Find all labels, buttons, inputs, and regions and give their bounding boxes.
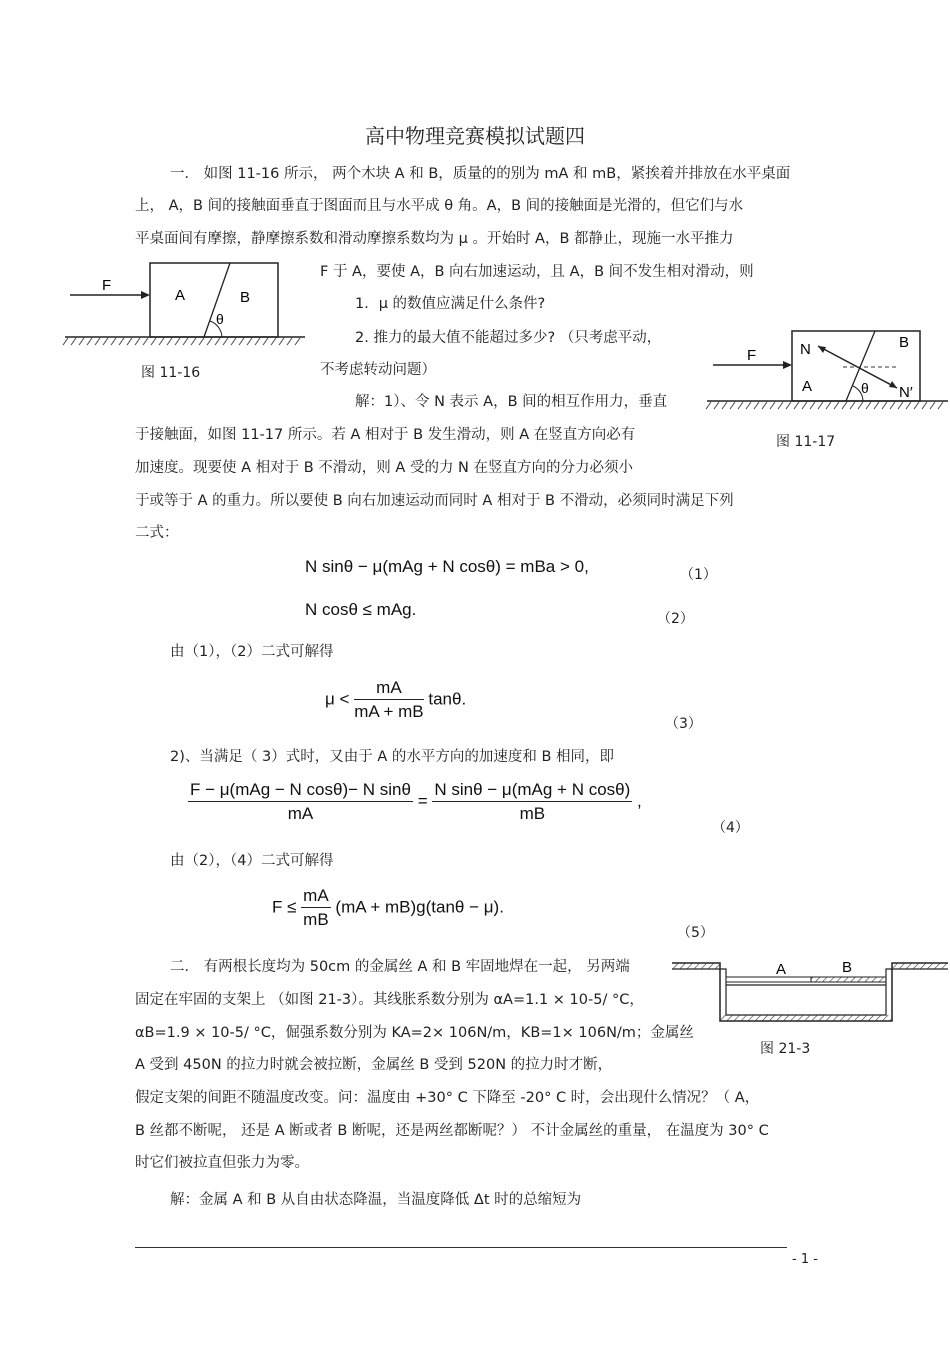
equation-4-tail: , [637, 791, 642, 811]
equation-5-denominator: mB [303, 910, 329, 929]
figure-11-17-caption: 图 11-17 [776, 434, 836, 450]
figure-11-16-caption: 图 11-16 [141, 365, 201, 381]
equation-4-right-fraction [432, 780, 632, 824]
equation-1: N sinθ − μ(mAg + N cosθ) = mBa > 0, [305, 557, 589, 576]
equation-3-denominator: mA + mB [354, 702, 424, 721]
figure-11-17 [705, 325, 950, 420]
block-b-label: B [240, 289, 251, 306]
equation-4-equals: = [417, 791, 428, 811]
question-2: 2. 推力的最大值不能超过多少? （只考虑平动， [355, 330, 662, 346]
problem2-line-6: B 丝都不断呢， 还是 A 断或者 B 断呢，还是两丝都断呢？） 不计金属丝的重量， 在温度为 30° C [135, 1123, 769, 1139]
equation-3-number: （3） [665, 716, 702, 732]
problem2-line-1: 二． 有两根长度均为 50cm 的金属丝 A 和 B 牢固地焊在一起， 另两端 [170, 959, 630, 975]
solution-1-line-5: 二式： [135, 525, 179, 541]
equation-5-numerator: mA [301, 886, 331, 908]
theta-label: θ [216, 311, 224, 327]
figure-11-16 [60, 255, 310, 355]
equation-3-fraction [354, 678, 423, 722]
equation-4-number: （4） [712, 820, 749, 836]
question-2-cont: 不考虑转动问题） [320, 362, 436, 378]
equation-4-left-numerator: F − μ(mAg − N cosθ)− N sinθ [188, 780, 413, 802]
page-title: 高中物理竞赛模拟试题四 [365, 124, 585, 148]
force-label: F [747, 347, 757, 364]
problem1-line-1: 一． 如图 11-16 所示， 两个木块 A 和 B，质量的的别为 mA 和 mB，紧挨着并排放在水平桌面 [170, 166, 791, 182]
equation-2: N cosθ ≤ mAg. [305, 600, 417, 619]
solution-1-line-3: 加速度。现要使 A 相对于 B 不滑动，则 A 受的力 N 在竖直方向的分力必须小 [135, 460, 634, 476]
problem2-line-3: αB=1.9 × 10-5/ °C，倔强系数分别为 KA=2× 106N/m，KB=1× 106N/m；金属丝 [135, 1025, 694, 1041]
block-a-label: A [802, 378, 813, 395]
equation-2-number: （2） [657, 611, 694, 627]
reaction-force-label: N′ [899, 384, 913, 401]
block-b-label: B [899, 334, 910, 351]
equation-3-tail: tanθ. [428, 689, 467, 709]
normal-force-label: N [800, 341, 811, 358]
equation-4-right-numerator: N sinθ − μ(mAg + N cosθ) [432, 780, 632, 802]
equation-5-fraction [301, 886, 331, 930]
equation-3 [325, 678, 466, 722]
footer-rule [135, 1247, 787, 1248]
problem1-line-3: 平桌面间有摩擦，静摩擦系数和滑动摩擦系数均为 μ 。开始时 A，B 都静止，现施一水平推力 [135, 231, 734, 247]
equation-3-lhs: μ < [325, 689, 350, 709]
problem1-line-4: F 于 A，要使 A，B 向右加速运动，且 A，B 间不发生相对滑动，则 [320, 264, 754, 280]
derivation-text-3: 由（2），（4）二式可解得 [170, 853, 334, 869]
problem2-line-2: 固定在牢固的支架上 （如图 21-3）。其线胀系数分别为 αA=1.1 × 10-5/ °C， [135, 992, 644, 1008]
equation-3-numerator: mA [354, 678, 423, 700]
problem2-line-5: 假定支架的间距不随温度改变。问：温度由 +30° C 下降至 -20° C 时，会出现什么情况？（ A， [135, 1090, 760, 1106]
wire-a-label: A [776, 961, 787, 978]
equation-5 [272, 886, 504, 930]
block-a-label: A [175, 287, 186, 304]
solution-2-line-1: 解：金属 A 和 B 从自由状态降温，当温度降低 Δt 时的总缩短为 [170, 1192, 582, 1208]
figure-21-3-caption: 图 21-3 [760, 1041, 811, 1057]
equation-4-left-fraction [188, 780, 413, 824]
derivation-text-2: 2)、当满足（ 3）式时，又由于 A 的水平方向的加速度和 B 相同，即 [170, 749, 615, 765]
derivation-text-1: 由（1），（2）二式可解得 [170, 644, 334, 660]
force-label: F [102, 277, 112, 294]
solution-1-line-1: 解：1）、令 N 表示 A，B 间的相互作用力，垂直 [355, 394, 668, 410]
equation-5-number: （5） [677, 925, 714, 941]
problem2-line-7: 时它们被拉直但张力为零。 [135, 1155, 309, 1171]
wire-b-label: B [842, 959, 853, 976]
page-number: - 1 - [792, 1252, 818, 1267]
problem1-line-2: 上， A，B 间的接触面垂直于图面而且与水平成 θ 角。A，B 间的接触面是光滑的，但它们与水 [135, 198, 744, 214]
question-1: 1．μ 的数值应满足什么条件? [355, 296, 546, 312]
equation-5-lhs: F ≤ [272, 897, 297, 917]
equation-4 [188, 780, 642, 824]
theta-label: θ [861, 380, 869, 396]
figure-21-3 [672, 955, 948, 1027]
equation-5-tail: (mA + mB)g(tanθ − μ). [335, 897, 504, 917]
problem2-line-4: A 受到 450N 的拉力时就会被拉断，金属丝 B 受到 520N 的拉力时才断， [135, 1057, 613, 1073]
solution-1-line-2: 于接触面，如图 11-17 所示。若 A 相对于 B 发生滑动，则 A 在竖直方向必有 [135, 427, 636, 443]
equation-1-number: （1） [680, 567, 717, 583]
solution-1-line-4: 于或等于 A 的重力。所以要使 B 向右加速运动而同时 A 相对于 B 不滑动，必须同时满足下列 [135, 493, 734, 509]
equation-4-left-denominator: mA [287, 804, 314, 823]
equation-4-right-denominator: mB [519, 804, 546, 823]
